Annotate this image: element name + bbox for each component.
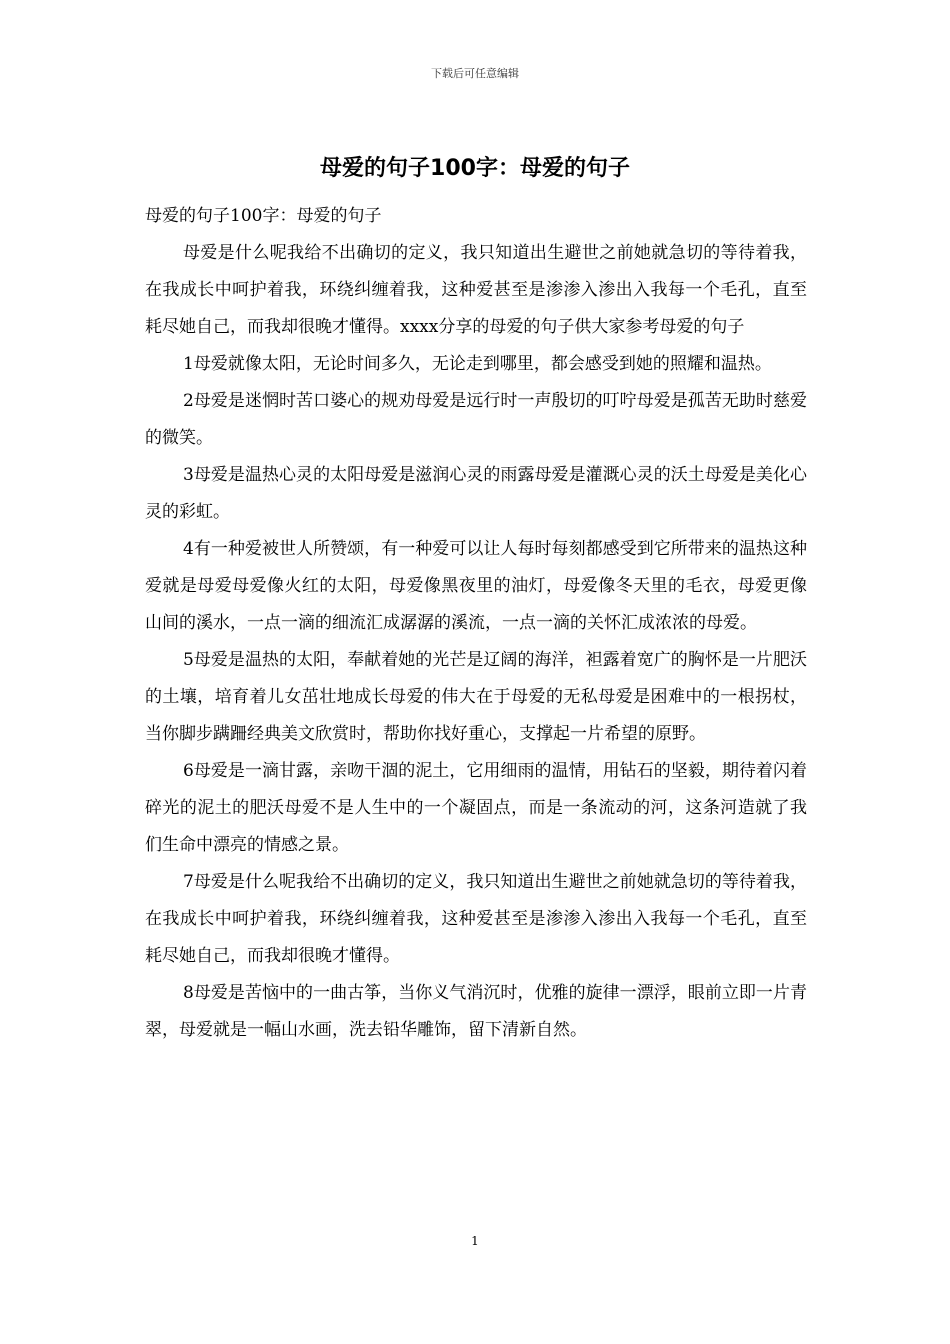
- page-header: 下载后可任意编辑: [431, 67, 519, 80]
- page-number: 1: [471, 1234, 479, 1248]
- document-body: [145, 198, 807, 1049]
- paragraph-7: 7母爱是什么呢我给不出确切的定义，我只知道出生避世之前她就急切的等待着我，在我成长中呵护着我，环绕纠缠着我，这种爱甚至是渗渗入渗出入我每一个毛孔，直至耗尽她自己，而我却很晚才懂得。: [145, 872, 807, 966]
- document-title: 母爱的句子100字：母爱的句子: [320, 156, 630, 181]
- paragraph-3: 3母爱是温热心灵的太阳母爱是滋润心灵的雨露母爱是灌溉心灵的沃土母爱是美化心灵的彩虹。: [145, 465, 807, 522]
- paragraph-1: 1母爱就像太阳，无论时间多久，无论走到哪里，都会感受到她的照耀和温热。: [183, 354, 772, 374]
- paragraph-8: 8母爱是苦恼中的一曲古筝，当你义气消沉时，优雅的旋律一漂浮，眼前立即一片青翠，母爱就是一幅山水画，洗去铅华雕饰，留下清新自然。: [145, 983, 807, 1040]
- subtitle-line: 母爱的句子100字：母爱的句子: [145, 206, 382, 226]
- paragraph-4: 4有一种爱被世人所赞颂，有一种爱可以让人每时每刻都感受到它所带来的温热这种爱就是母爱母爱像火红的太阳，母爱像黑夜里的油灯，母爱像冬天里的毛衣，母爱更像山间的溪水，一点一滴的细流汇成潺潺的溪流，一点一滴的关怀汇成浓浓的母爱。: [145, 539, 807, 633]
- paragraph-5: 5母爱是温热的太阳，奉献着她的光芒是辽阔的海洋，袒露着宽广的胸怀是一片肥沃的土壤，培育着儿女茁壮地成长母爱的伟大在于母爱的无私母爱是困难中的一根拐杖，当你脚步蹒跚经典美文欣赏时，帮助你找好重心，支撑起一片希望的原野。: [145, 650, 807, 744]
- paragraph-6: 6母爱是一滴甘露，亲吻干涸的泥土，它用细雨的温情，用钻石的坚毅，期待着闪着碎光的泥土的肥沃母爱不是人生中的一个凝固点，而是一条流动的河，这条河造就了我们生命中漂亮的情感之景。: [145, 761, 807, 855]
- paragraph-intro: 母爱是什么呢我给不出确切的定义，我只知道出生避世之前她就急切的等待着我，在我成长中呵护着我，环绕纠缠着我，这种爱甚至是渗渗入渗出入我每一个毛孔，直至耗尽她自己，而我却很晚才懂得。xxxx分享的母爱的句子供大家参考母爱的句子: [145, 243, 807, 337]
- paragraph-2: 2母爱是迷惘时苦口婆心的规劝母爱是远行时一声殷切的叮咛母爱是孤苦无助时慈爱的微笑。: [145, 391, 807, 448]
